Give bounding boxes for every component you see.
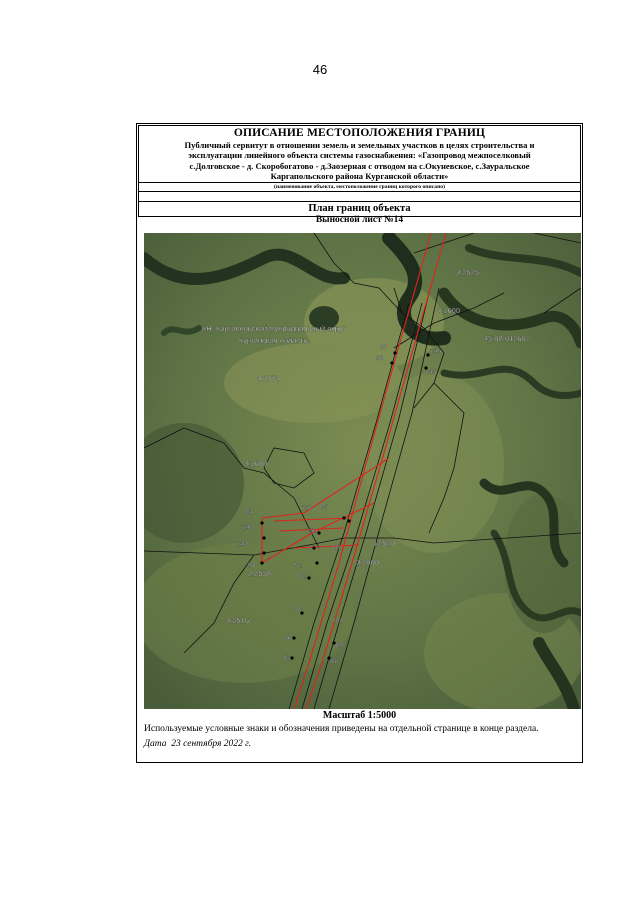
parcel-label: 45:08:012601 (484, 334, 530, 343)
parcel-label: 3:2000 (356, 558, 379, 567)
point-label: 90 (334, 618, 342, 625)
district-label-line: Курганская область (239, 336, 308, 345)
parcel-label: 3:2516 (226, 616, 249, 625)
description-line: Публичный сервитут в отношении земель и земельных участков в целях строительства и (184, 140, 535, 150)
parcel-label: 3:2520 (372, 539, 395, 548)
description-line: Каргапольского района Курганской области» (270, 171, 449, 182)
document-header (138, 125, 581, 217)
point-label: 94 (245, 509, 253, 516)
sheet-title: Выносной лист №14 (315, 215, 404, 225)
section-title: План границ объекта (139, 201, 580, 216)
page-number: 46 (312, 62, 328, 77)
point-label: 98 (294, 606, 302, 613)
point-label: 95 (321, 504, 329, 511)
point-label: 91 (334, 544, 342, 551)
parcel-label: 3:1773 (257, 374, 280, 383)
parcel-label: 3:1600 (244, 459, 267, 468)
header-description (139, 140, 580, 182)
parcel-label: 2:2558 (248, 569, 271, 578)
point-label: 97 (380, 344, 388, 351)
point-label: 150 (306, 528, 317, 535)
parcel-label: 3:1600 (437, 306, 460, 315)
legend-note: Используемые условные знаки и обозначения приведены на отдельной странице в конце раздела. (144, 724, 539, 734)
header-title: ОПИСАНИЕ МЕСТОПОЛОЖЕНИЯ ГРАНИЦ (233, 127, 486, 139)
point-label: 88 (331, 658, 339, 665)
point-label: 145 (425, 369, 436, 376)
point-label: 92 (295, 562, 303, 569)
map-scale: Масштаб 1:5000 (322, 710, 397, 721)
point-label: 96 (284, 635, 292, 642)
point-label: 148 (242, 524, 253, 531)
date-line (144, 739, 251, 749)
map-image (144, 233, 581, 709)
point-label: 147 (302, 505, 313, 512)
parcel-label: 3:2525 (456, 268, 479, 277)
description-line: эксплуатации линейного объекта системы газоснабжения: «Газопровод межпоселковый (188, 150, 531, 161)
district-label-line: КН: Каргапольский муниципальный округ (202, 324, 346, 333)
point-label: 89 (336, 642, 344, 649)
point-label: 146 (430, 348, 441, 355)
header-spacer (139, 191, 580, 201)
point-label: 98 (376, 355, 384, 362)
point-label: 87 (284, 655, 292, 662)
description-line: с.Долговское - д. Скоробогатово - д.Заозерная с отводом на с.Окуневское, с.Зауральское (189, 160, 530, 171)
point-label: 149 (236, 541, 247, 548)
point-label: 93 (248, 562, 256, 569)
date-value: 23 сентября 2022 г. (171, 739, 252, 749)
date-label: Дата (144, 739, 167, 749)
point-label: 52 (299, 573, 307, 580)
header-caption: (наименование объекта, местоположение границ которого описано) (139, 182, 580, 191)
